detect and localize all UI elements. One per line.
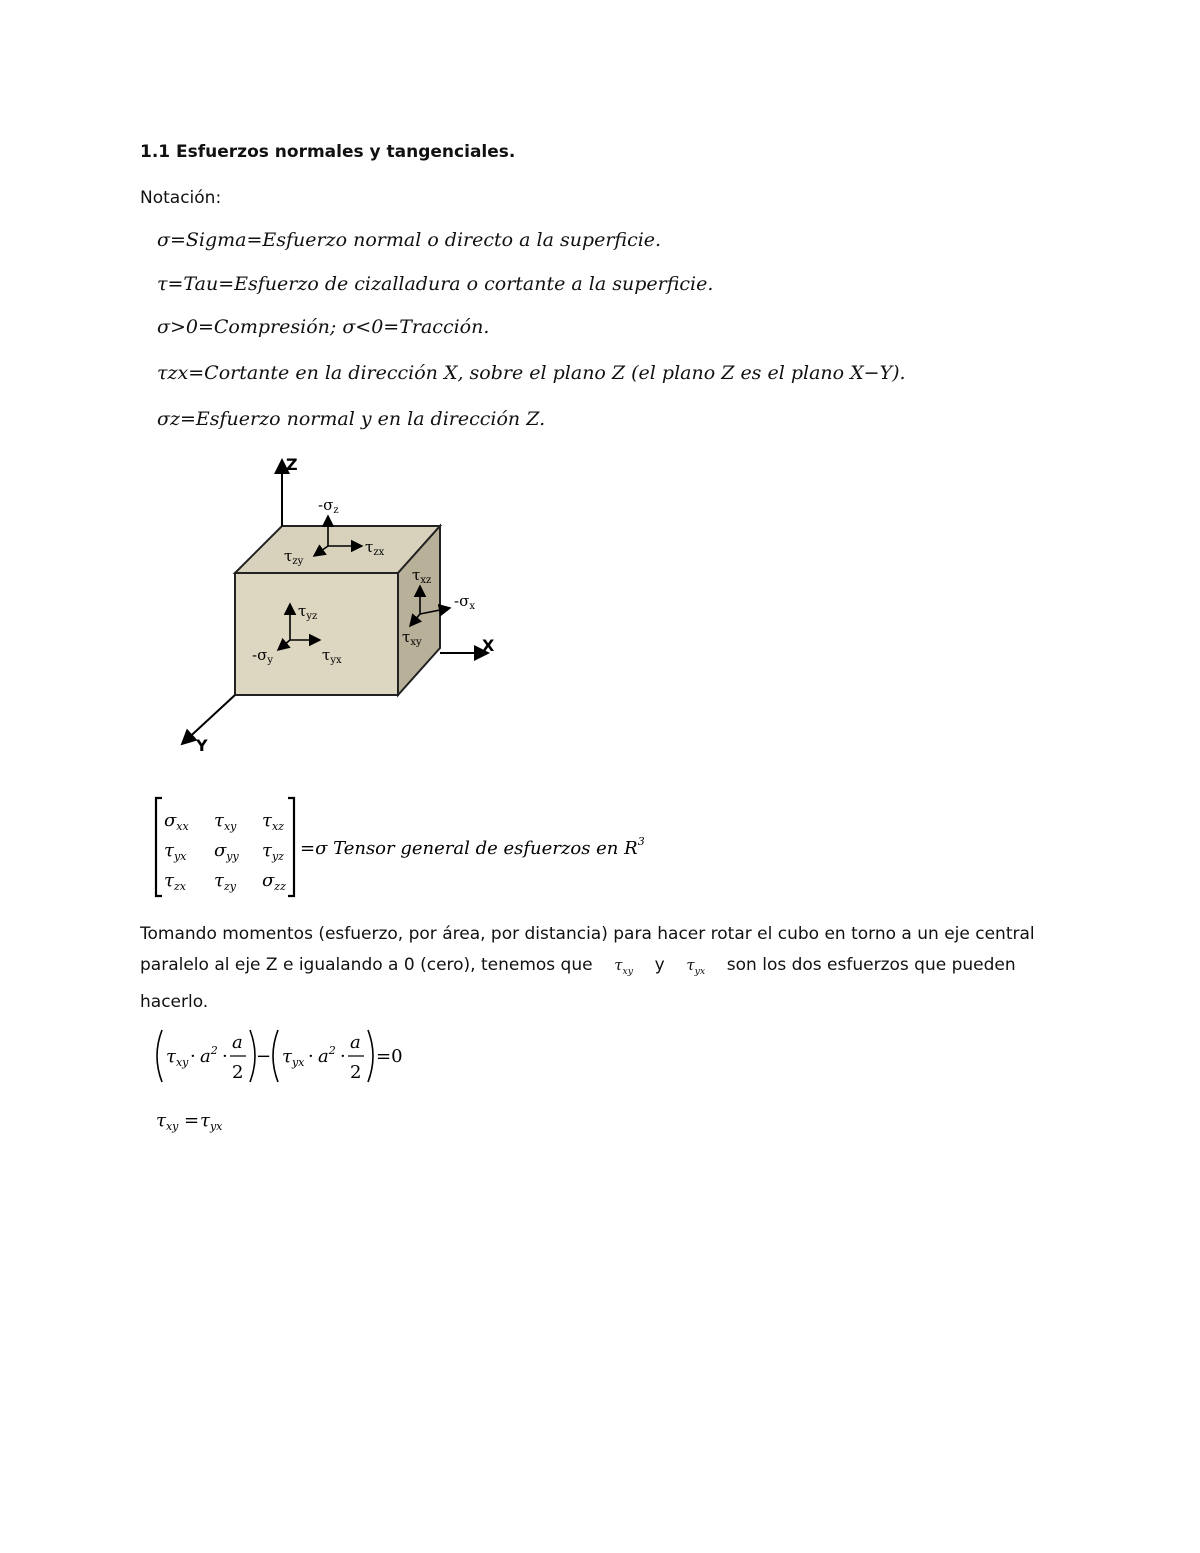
tensor-cell-0-1: $\tau_{xy}$ — [214, 810, 237, 833]
eq-minus: − — [256, 1046, 272, 1067]
label-tau-zx: $\tau_{zx}$ — [365, 538, 385, 558]
notation-line-2: τ=Tau=Esfuerzo de cizalladura o cortante a la superficie. — [157, 273, 714, 295]
eq-dot-4: · — [340, 1046, 346, 1067]
result-lhs: $\tau_{xy}$ — [156, 1110, 179, 1133]
eq-a-squared-1: $a^2$ — [200, 1044, 218, 1067]
eq-fraction-num-2: a — [350, 1032, 361, 1053]
paragraph-text-1: Tomando momentos (esfuerzo, por área, por distancia) para hacer rotar el cubo en torno a un eje central paralelo al eje Z e igualando a 0 (cero), tenemos que — [140, 924, 1035, 975]
result-equals: = — [184, 1110, 200, 1131]
paragraph-text-2: son los dos esfuerzos que pueden hacerlo. — [140, 955, 1016, 1012]
tensor-cell-1-0: $\tau_{yx}$ — [164, 840, 187, 863]
cube-front-face — [235, 573, 398, 695]
y-axis-label: Y — [196, 736, 208, 755]
eq-equals-zero: =0 — [376, 1046, 403, 1067]
eq-a-squared-2: $a^2$ — [318, 1044, 336, 1067]
notation-label: Notación: — [140, 188, 222, 208]
eq-fraction-den-2: 2 — [350, 1062, 362, 1083]
label-sigma-y: $-\sigma_y$ — [252, 646, 273, 666]
eq-tau-yx: $\tau_{yx}$ — [282, 1046, 305, 1069]
stress-cube-figure — [170, 448, 510, 758]
tensor-cell-2-1: $\tau_{zy}$ — [214, 870, 236, 893]
label-tau-zy: $\tau_{zy}$ — [284, 547, 304, 567]
notation-line-1: σ=Sigma=Esfuerzo normal o directo a la superficie. — [157, 229, 662, 251]
moment-equation — [150, 1024, 450, 1094]
label-tau-xz: $\tau_{xz}$ — [412, 566, 432, 586]
section-heading: 1.1 Esfuerzos normales y tangenciales. — [140, 142, 516, 162]
tensor-description: =σ Tensor general de esfuerzos en $R^3$ — [300, 835, 645, 859]
label-tau-yx: $\tau_{yx}$ — [322, 646, 342, 666]
label-sigma-z: $-\sigma_z$ — [318, 496, 339, 516]
tensor-cell-1-2: $\tau_{yz}$ — [262, 840, 284, 863]
eq-dot-3: · — [308, 1046, 314, 1067]
label-sigma-x: $-\sigma_x$ — [454, 592, 475, 612]
inline-tau-xy: $\tau_{xy}$ — [614, 956, 634, 977]
notation-line-5: σz=Esfuerzo normal y en la dirección Z. — [157, 408, 546, 430]
x-axis-label: X — [482, 636, 495, 655]
notation-line-4: τzx=Cortante en la dirección X, sobre el plano Z (el plano Z es el plano X−Y). — [157, 362, 906, 384]
eq-dot-1: · — [190, 1046, 196, 1067]
connector-y: y — [654, 955, 665, 975]
result-equation — [150, 1104, 270, 1138]
eq-dot-2: · — [222, 1046, 228, 1067]
stress-tensor — [150, 792, 670, 902]
result-rhs: $\tau_{yx}$ — [200, 1110, 223, 1133]
tensor-cell-1-1: $\sigma_{yy}$ — [214, 840, 239, 863]
tensor-cell-0-0: $\sigma_{xx}$ — [164, 810, 189, 833]
eq-tau-xy: $\tau_{xy}$ — [166, 1046, 189, 1069]
label-tau-xy: $\tau_{xy}$ — [402, 628, 422, 648]
tensor-cell-2-0: $\tau_{zx}$ — [164, 870, 186, 893]
label-tau-yz: $\tau_{yz}$ — [298, 602, 318, 622]
moments-paragraph — [140, 919, 1070, 1018]
notation-line-3: σ>0=Compresión; σ<0=Tracción. — [157, 316, 490, 338]
inline-tau-yx: $\tau_{yx}$ — [686, 956, 706, 977]
tensor-cell-0-2: $\tau_{xz}$ — [262, 810, 284, 833]
z-axis-label: Z — [286, 455, 298, 474]
eq-fraction-num-1: a — [232, 1032, 243, 1053]
y-axis — [182, 695, 235, 744]
eq-fraction-den-1: 2 — [232, 1062, 244, 1083]
tensor-cell-2-2: $\sigma_{zz}$ — [262, 870, 286, 893]
